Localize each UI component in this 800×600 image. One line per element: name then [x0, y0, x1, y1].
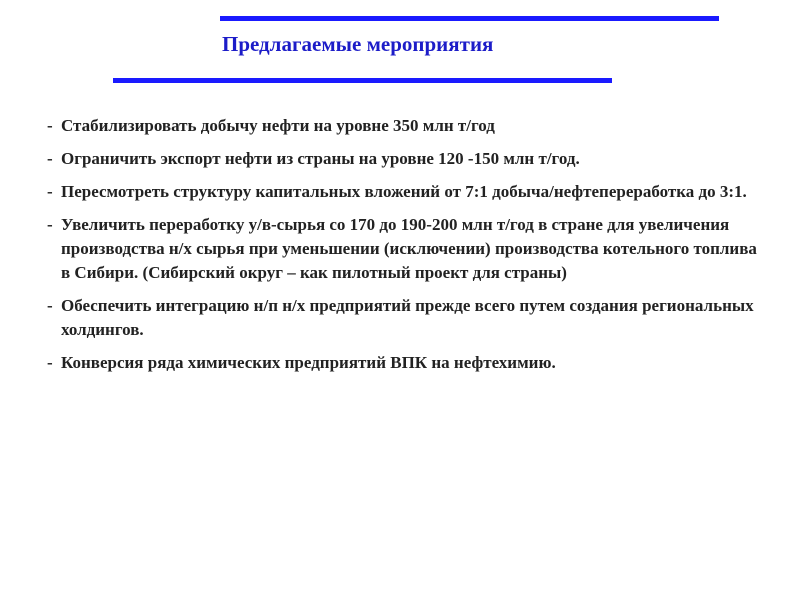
- bullet-dash: -: [47, 215, 53, 234]
- list-item-text: Обеспечить интеграцию н/п н/х предприятий прежде всего путем создания региональных холдингов.: [61, 296, 754, 339]
- list-item-text: Стабилизировать добычу нефти на уровне 350 млн т/год: [61, 116, 495, 135]
- title-rule-bottom: [113, 78, 612, 83]
- list-item: [47, 294, 767, 342]
- list-item: [47, 180, 767, 204]
- bullet-dash: -: [47, 182, 53, 201]
- title-rule-top: [220, 16, 719, 21]
- list-item: [47, 114, 767, 138]
- list-item-text: Увеличить переработку у/в-сырья со 170 до 190-200 млн т/год в стране для увеличения производства н/х сырья при уменьшении (исключении) производства котельного топлива в Сибири. (Сибирский округ – как пилотный проект для страны): [61, 215, 757, 282]
- slide-title: Предлагаемые мероприятия: [222, 32, 494, 56]
- list-item: [47, 351, 767, 375]
- bullet-dash: -: [47, 116, 53, 135]
- list-item: [47, 213, 767, 285]
- bullet-dash: -: [47, 296, 53, 315]
- list-item-text: Ограничить экспорт нефти из страны на уровне 120 -150 млн т/год.: [61, 149, 580, 168]
- bullet-dash: -: [47, 353, 53, 372]
- list-item-text: Пересмотреть структуру капитальных вложений от 7:1 добыча/нефтепереработка до 3:1.: [61, 182, 747, 201]
- list-item-text: Конверсия ряда химических предприятий ВПК на нефтехимию.: [61, 353, 556, 372]
- list-item: [47, 147, 767, 171]
- bullet-dash: -: [47, 149, 53, 168]
- measures-list: [47, 114, 767, 384]
